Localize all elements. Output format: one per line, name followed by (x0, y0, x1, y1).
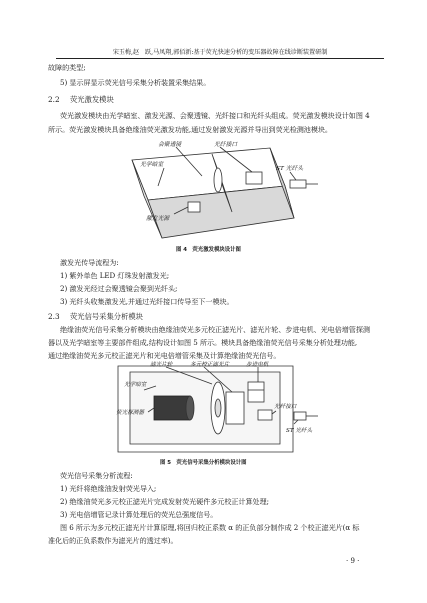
figure-5-caption: 图 5 荧光信号采集分析模块设计图 (160, 460, 247, 466)
flow-step: 1) 紫外单色 LED 灯珠发射激发光; (60, 271, 170, 280)
figure-4-diagram (120, 138, 320, 242)
fig4-label-lens: 会聚透镜 (158, 142, 182, 148)
flow-title: 激发光传导流程为: (60, 258, 119, 267)
fig5-label-detector: 荧光探测器 (116, 410, 144, 416)
flow-step: 3) 光纤头收集激发光,并通过光纤接口传导至下一模块。 (60, 297, 234, 306)
header-rule (56, 58, 384, 59)
fig4-label-dark-room: 光学暗室 (140, 162, 164, 168)
paragraph-line: 准化后的正负系数作为滤光片的透过率)。 (48, 536, 178, 545)
section-title: 荧光信号采集分析模块 (70, 312, 143, 321)
paragraph-line: 器以及光学暗室等主要部件组成,结构设计如图 5 所示。模块具备绝缘油荧光信号采集分析处理功能, (48, 338, 358, 347)
fig5-label-stepper: 步进电机 (246, 362, 269, 368)
flow-step: 2) 绝缘油荧光多元校正滤光片完成发射荧光硬件多元校正计算处理; (60, 497, 269, 506)
flow-step: 1) 光纤将绝缘油发射荧光导入; (60, 484, 157, 493)
flow-step: 3) 光电倍增管记录计算处理后的荧光总强度信号。 (60, 510, 218, 519)
intro-line: 故障的类型; (48, 63, 86, 72)
flow-title: 荧光信号采集分析流程: (60, 471, 133, 480)
fig4-label-light-source: 激发光源 (146, 216, 170, 222)
fig4-label-st-head: ST 光纤头 (276, 166, 304, 172)
paragraph-line: 图 6 所示为多元校正滤光片计算原理,将回归校正系数 α 的正负部分制作成 2 个校正滤光片(α 标 (60, 523, 360, 532)
intro-line: 5) 显示屏显示荧光信号采集分析装置采集结果。 (60, 78, 211, 87)
section-number: 2.2 (48, 95, 60, 104)
paragraph-line: 通过绝缘油荧光多元校正滤光片和光电倍增管采集及计算绝缘油荧光信号。 (48, 351, 281, 360)
section-heading (48, 95, 114, 104)
fig5-label-fiber-port: 光纤接口 (274, 404, 297, 410)
section-number: 2.3 (48, 312, 60, 321)
paragraph-line: 绝缘油荧光信号采集分析模块由绝缘油荧光多元校正滤光片、滤光片轮、步进电机、光电倍增管探测 (60, 325, 370, 334)
fig5-label-mv-filter: 多元校正滤光片 (190, 362, 230, 368)
figure-4-caption: 图 4 荧光激发模块设计图 (176, 247, 241, 253)
fig4-label-fiber-port: 光纤接口 (214, 142, 238, 148)
fig5-label-dark-room: 光学暗室 (124, 382, 147, 388)
fig5-label-st-head: ST 光纤头 (286, 428, 313, 434)
running-header: 宋玉梅,赵 跃,马凤翔,郭佰新:基于荧光快速分析的变压器故障在线诊断装置研制 (112, 49, 328, 56)
figure-5-diagram (108, 362, 320, 456)
page-number: · 9 · (346, 557, 360, 565)
flow-step: 2) 激发光经过会聚透镜会聚到光纤头; (60, 284, 178, 293)
section-title: 荧光激发模块 (70, 95, 114, 104)
paragraph-line: 荧光激发模块由光学暗室、激发光源、会聚透镜、光纤接口和光纤头组成。荧光激发模块设计如图 4 (60, 111, 370, 120)
section-heading (48, 312, 143, 321)
fig5-label-filter-wheel: 滤光片轮 (150, 362, 173, 368)
paragraph-line: 所示。荧光激发模块具备绝缘油荧光激发功能,通过发射激发光源并导出到荧光检测池模块。 (48, 125, 332, 134)
